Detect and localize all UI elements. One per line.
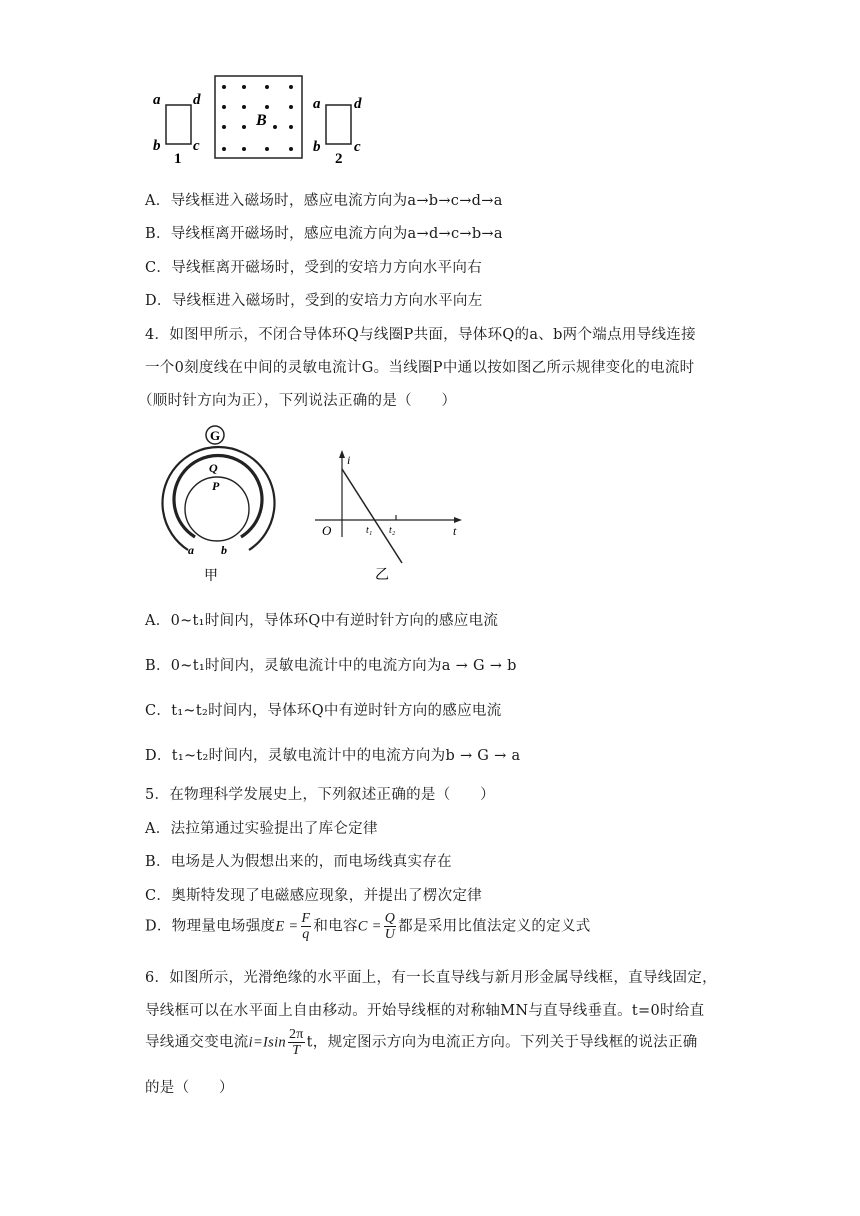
q5-d-suffix: 都是采用比值法定义的定义式	[398, 918, 591, 935]
caption-jia: 甲	[204, 569, 218, 582]
q5-d-prefix: D．物理量电场强度	[145, 918, 276, 935]
label-a: a	[188, 543, 194, 557]
frame2-label-d: d	[354, 96, 362, 112]
label-Q: Q	[209, 461, 218, 475]
caption-yi: 乙	[375, 568, 389, 582]
frac-den-T: T	[292, 1043, 301, 1058]
current-line	[342, 469, 402, 563]
frac-num-Q: Q	[384, 911, 396, 926]
figure-yi-current-graph	[310, 447, 470, 582]
q4-option-a: A．0~t₁时间内，导体环Q中有逆时针方向的感应电流	[145, 613, 499, 629]
q3-option-d: D．导线框进入磁场时，受到的安培力方向水平向左	[145, 293, 483, 309]
fraction-Q-over-U	[384, 911, 396, 942]
q5-option-b: B．电场是人为假想出来的，而电场线真实存在	[145, 854, 452, 870]
q4-stem-line2: 一个0刻度线在中间的灵敏电流计G。当线圈P中通以按如图乙所示规律变化的电流时	[145, 360, 695, 376]
q5-d-E: E =	[275, 918, 299, 935]
frame1-label-c: c	[193, 138, 200, 154]
q5-stem: 5．在物理科学发展史上，下列叙述正确的是（ ）	[145, 787, 495, 803]
q4-option-d: D．t₁~t₂时间内，灵敏电流计中的电流方向为b → G → a	[145, 748, 521, 764]
figure-jia-ring-coil	[155, 422, 280, 582]
label-G: G	[210, 428, 221, 443]
q6-formula: i=Isin	[248, 1034, 286, 1051]
q5-d-C: C =	[357, 918, 382, 935]
label-P: P	[212, 479, 220, 493]
q4-option-c: C．t₁~t₂时间内，导体环Q中有逆时针方向的感应电流	[145, 703, 502, 719]
wire-frame-2	[326, 105, 351, 144]
q6-stem-line4: 的是（ ）	[145, 1080, 234, 1096]
frame1-label-b: b	[153, 138, 161, 154]
frac-num-2pi: 2π	[288, 1027, 304, 1042]
q6-stem-line2: 导线框可以在水平面上自由移动。开始导线框的对称轴MN与直导线垂直。t=0时给直	[145, 1003, 705, 1019]
frac-den-q: q	[302, 927, 310, 942]
q6-line3-after: t，规定图示方向为电流正方向。下列关于导线框的说法正确	[306, 1034, 698, 1051]
frac-num-F: F	[301, 911, 311, 926]
q3-option-c: C．导线框离开磁场时，受到的安培力方向水平向右	[145, 260, 482, 276]
fraction-2pi-over-T	[288, 1027, 305, 1058]
label-i: i	[347, 453, 351, 467]
q4-stem-line3: （顺时针方向为正），下列说法正确的是（ ）	[138, 393, 457, 409]
label-t: t	[453, 524, 457, 538]
label-b: b	[221, 543, 227, 557]
frame1-label-a: a	[153, 92, 161, 108]
i-axis-arrow	[339, 450, 345, 458]
q6-stem-line1: 6．如图所示，光滑绝缘的水平面上，有一长直导线与新月形金属导线框，直导线固定，	[145, 970, 717, 986]
label-O: O	[322, 523, 332, 538]
outer-wire	[163, 447, 275, 550]
q5-d-mid: 和电容	[313, 918, 358, 935]
frame2-label-b: b	[313, 139, 321, 155]
frame2-label-c: c	[354, 139, 361, 155]
label-t1: t₁	[366, 525, 373, 536]
q6-line3-prefix: 导线通交变电流	[145, 1034, 249, 1051]
frame2-label-a: a	[313, 96, 321, 112]
q3-option-b: B．导线框离开磁场时，感应电流方向为a→d→c→b→a	[145, 226, 503, 242]
wire-frame-1	[166, 105, 191, 144]
frame2-number: 2	[335, 151, 343, 164]
label-t2: t₂	[389, 525, 396, 536]
q6-stem-line3	[145, 1027, 698, 1058]
fraction-F-over-q	[301, 911, 312, 942]
frac-den-U: U	[384, 927, 396, 942]
field-label-B: B	[256, 112, 267, 129]
frame1-label-d: d	[193, 92, 201, 108]
q3-option-a: A．导线框进入磁场时，感应电流方向为a→b→c→d→a	[145, 193, 503, 209]
q4-option-b: B．0~t₁时间内，灵敏电流计中的电流方向为a → G → b	[145, 658, 517, 674]
figure-frames-magnetic-field	[145, 74, 385, 164]
q5-option-c: C．奥斯特发现了电磁感应现象，并提出了楞次定律	[145, 888, 482, 904]
t-axis-arrow	[454, 517, 462, 523]
q5-option-a: A．法拉第通过实验提出了库仑定律	[145, 821, 378, 837]
frame1-number: 1	[174, 151, 182, 164]
q5-option-d	[145, 911, 591, 942]
q4-stem-line1: 4．如图甲所示，不闭合导体环Q与线圈P共面，导体环Q的a、b两个端点用导线连接	[145, 327, 696, 343]
